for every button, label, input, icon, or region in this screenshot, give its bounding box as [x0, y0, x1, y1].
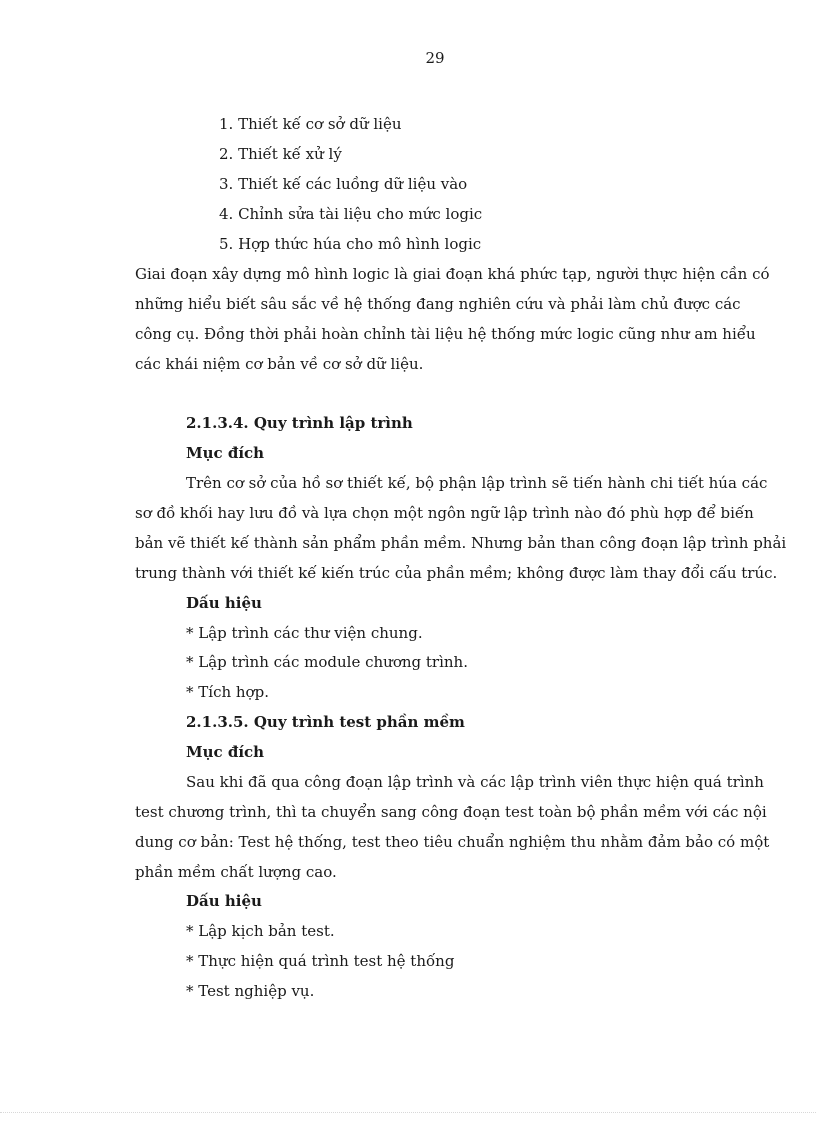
- section-heading: 2.1.3.5. Quy trình test phần mềm: [186, 713, 465, 731]
- section-heading: 2.1.3.4. Quy trình lập trình: [186, 414, 413, 432]
- signs-label: Dấu hiệu: [186, 594, 262, 612]
- paragraph-line: sơ đồ khối hay lưu đồ và lựa chọn một ngôn ngữ lập trình nào đó phù hợp để biến: [135, 504, 754, 522]
- page-number: 29: [425, 49, 445, 67]
- paragraph-line: những hiểu biết sâu sắc về hệ thống đang nghiên cứu và phải làm chủ được các: [135, 295, 741, 313]
- paragraph-line: Trên cơ sở của hồ sơ thiết kế, bộ phận lập trình sẽ tiến hành chi tiết húa các: [186, 474, 768, 492]
- sign-item: * Test nghiệp vụ.: [186, 982, 315, 1000]
- sign-item: * Tích hợp.: [186, 683, 269, 701]
- paragraph-line: phần mềm chất lượng cao.: [135, 863, 337, 881]
- sign-item: * Lập trình các module chương trình.: [186, 653, 468, 671]
- paragraph-line: bản vẽ thiết kế thành sản phẩm phần mềm. Nhưng bản than công đoạn lập trình phải: [135, 534, 787, 552]
- list-item: 4. Chỉnh sửa tài liệu cho mức logic: [219, 205, 483, 223]
- purpose-label: Mục đích: [186, 444, 265, 462]
- paragraph-line: trung thành với thiết kế kiến trúc của phần mềm; không được làm thay đổi cấu trúc.: [135, 564, 778, 582]
- purpose-label: Mục đích: [186, 743, 265, 761]
- paragraph-line: Sau khi đã qua công đoạn lập trình và các lập trình viên thực hiện quá trình: [186, 773, 764, 791]
- paragraph-line: Giai đoạn xây dựng mô hình logic là giai đoạn khá phức tạp, người thực hiện cần có: [135, 265, 770, 283]
- list-item: 1. Thiết kế cơ sở dữ liệu: [219, 115, 402, 133]
- sign-item: * Lập trình các thư viện chung.: [186, 624, 423, 642]
- paragraph-line: dung cơ bản: Test hệ thống, test theo tiêu chuẩn nghiệm thu nhằm đảm bảo có một: [135, 833, 770, 851]
- list-item: 2. Thiết kế xử lý: [219, 145, 342, 163]
- paragraph-line: các khái niệm cơ bản về cơ sở dữ liệu.: [135, 355, 424, 373]
- list-item: 5. Hợp thức húa cho mô hình logic: [219, 235, 482, 253]
- sign-item: * Thực hiện quá trình test hệ thống: [186, 952, 455, 970]
- paragraph-line: test chương trình, thì ta chuyển sang công đoạn test toàn bộ phần mềm với các nội: [135, 803, 767, 821]
- signs-label: Dấu hiệu: [186, 892, 262, 910]
- list-item: 3. Thiết kế các luồng dữ liệu vào: [219, 175, 468, 193]
- sign-item: * Lập kịch bản test.: [186, 922, 335, 940]
- paragraph-line: công cụ. Đồng thời phải hoàn chỉnh tài liệu hệ thống mức logic cũng như am hiểu: [135, 325, 756, 343]
- page-bottom-divider: [0, 1112, 816, 1113]
